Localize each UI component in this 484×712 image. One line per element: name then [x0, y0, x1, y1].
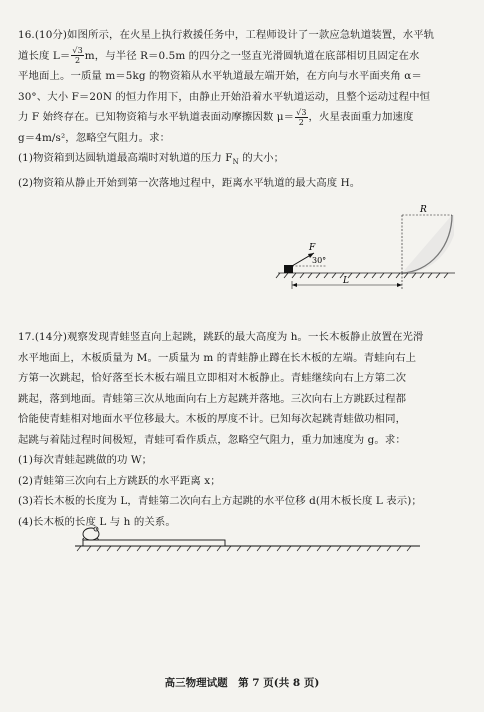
q16-line-4: 30°、大小 F＝20N 的恒力作用下，由静止开始沿着水平轨道运动，且整个运动过程中恒	[18, 90, 431, 103]
question-16: 16.(10分)如图所示，在火星上执行救援任务中，工程师设计了一款应急轨道装置，水平轨 道长度 L＝ $\frac{√3}{2}$ m，与半径 R＝0.5m 的四分之一竖直光滑圆轨道在底部相切且固定在水 平地面上。一质量 m＝5kg 的物资箱从水平轨道最左端开始，在方向与水平面夹角 α＝ 30°、大小 F＝20N 的恒力作用下，由静止开始沿着水平轨道运动，且整个运动过程中恒 力 F 始终存在。已知物资箱与水平轨道表面动摩擦因数 μ＝ $\frac{√3}{2}$ ，火星表面重力加速度 g＝4m/s²，忽略空气阻力。求： (1)物资箱到达圆轨道最高端时对轨道的压力 $F_N$ 的大小； (2)物资箱从静止开始到第一次落地过程中，距离水平轨道的最大高度 H。	[18, 25, 470, 193]
q16-line-3: 平地面上。一质量 m＝5kg 的物资箱从水平轨道最左端开始，在方向与水平面夹角 α＝	[18, 70, 422, 82]
radius-R-label: R	[420, 205, 427, 215]
q16-line-5b: ，火星表面重力加速度	[308, 111, 414, 123]
fraction-mu: $\frac{√3}{2}$	[296, 107, 307, 127]
q17-line-2: 水平地面上，木板质量为 M。一质量为 m 的青蛙静止蹲在长木板的左端。青蛙向右上	[18, 351, 417, 364]
page-footer: 高三物理试题 第 7 页(共 8 页)	[164, 677, 320, 689]
long-board	[83, 540, 225, 546]
q16-line-2b: m，与半径 R＝0.5m 的四分之一竖直光滑圆轨道在底部相切且固定在水	[84, 49, 420, 62]
q16-line-6: g＝4m/s²，忽略空气阻力。求：	[18, 131, 171, 144]
question-17	[18, 327, 470, 532]
angle-label: 30°	[312, 256, 327, 265]
figure-17-frog-board-diagram	[75, 518, 425, 558]
ground-hatching	[77, 546, 411, 551]
q16-line-1: (10分)如图所示，在火星上执行救援任务中，工程师设计了一款应急轨道装置，水平轨	[34, 29, 435, 41]
q16-line-5a: 力 F 始终存在。已知物资箱与水平轨道表面动摩擦因数 μ＝	[18, 111, 295, 123]
q17-line-4: 跳起，落到地面。青蛙第三次从地面向右上方起跳并落地。三次向右上方跳跃过程都	[18, 392, 407, 405]
q17-sub-2: (2)青蛙第三次向右上方跳跃的水平距离 x；	[18, 474, 221, 487]
q16-line-2a: 道长度 L＝	[18, 49, 71, 62]
q17-line-1: 17.(14分)观察发现青蛙竖直向上起跳，跳跃的最大高度为 h。一长木板静止放置在光滑	[18, 331, 424, 343]
length-L-label: L	[343, 276, 349, 286]
frog-icon	[83, 527, 99, 540]
ground-hatching	[276, 273, 455, 278]
q17-line-6: 起跳与着陆过程时间极短，青蛙可看作质点，忽略空气阻力，重力加速度为 g。求：	[18, 433, 406, 446]
q17-line-5: 恰能使青蛙相对地面水平位移最大。木板的厚度不计。已知每次起跳青蛙做功相同，	[18, 413, 407, 425]
q17-sub-1: (1)每次青蛙起跳做的功 W；	[18, 454, 153, 466]
figure-16-track-diagram	[270, 205, 470, 295]
cargo-box	[284, 265, 293, 273]
q16-number: 16.	[18, 29, 35, 41]
q16-sub-1: (1)物资箱到达圆轨道最高端时对轨道的压力 F	[18, 152, 233, 164]
q17-sub-4: (4)长木板的长度 L 与 h 的关系。	[18, 515, 176, 528]
fraction-L: $\frac{√3}{2}$	[72, 46, 83, 65]
q17-line-3: 方第一次跳起，恰好落至长木板右端且立即相对木板静止。青蛙继续向右上方第二次	[18, 372, 407, 384]
q16-sub-2: (2)物资箱从静止开始到第一次落地过程中，距离水平轨道的最大高度 H。	[18, 176, 361, 189]
q17-sub-3: (3)若长木板的长度为 L，青蛙第二次向右上方起跳的水平位移 d(用木板长度 L 表示)；	[18, 495, 422, 507]
force-label: F	[309, 243, 316, 253]
